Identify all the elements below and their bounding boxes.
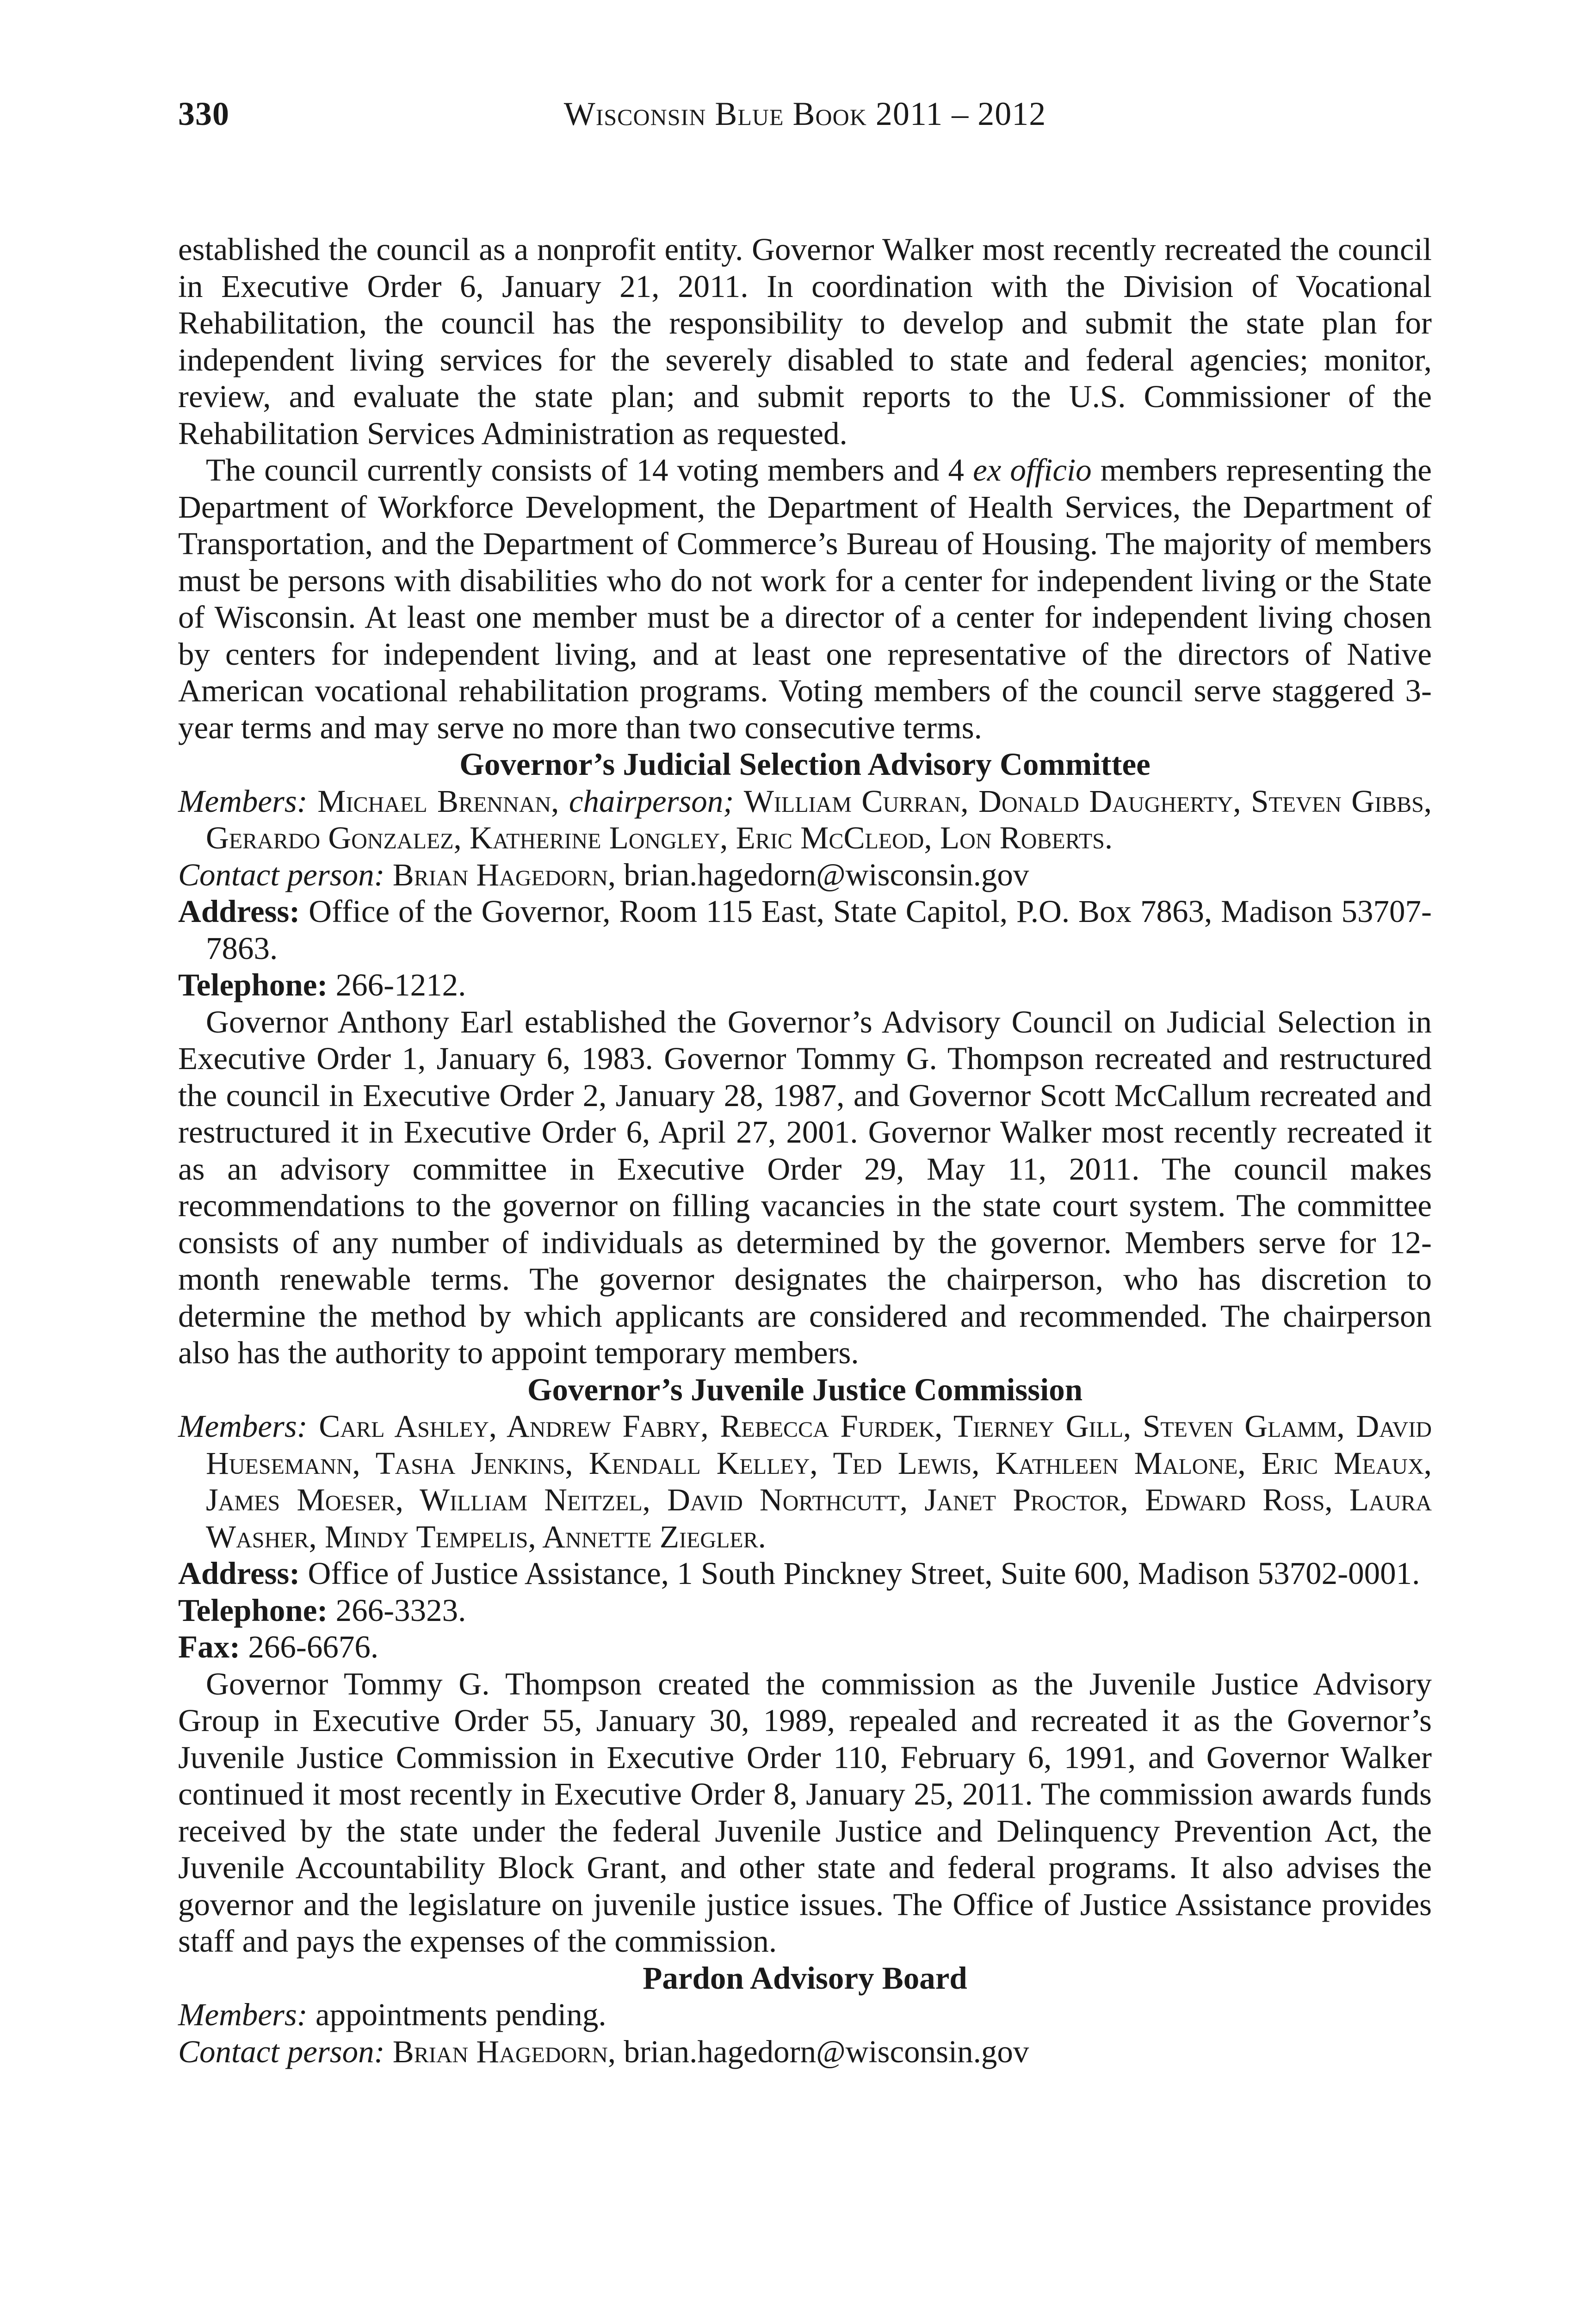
juvenile-description: Governor Tommy G. Thompson created the commission as the Juvenile Justice Advisory Group in Executive Order 55, January 30, 1989, repealed and recreated it as the Governor’s Juvenile Justice Commission in Executive Order 110, February 6, 1991, and Governor Walker continued it most recently in Executive Order 8, January 25, 2011. The commission awards funds received by the state under the federal Juvenile Justice and Delinquency Prevention Act, the Juvenile Accountability Block Grant, and other state and federal programs. It also advises the governor and the legislature on juvenile justice issues. The Office of Justice Assistance provides staff and pays the expenses of the commission. [178, 1666, 1432, 1959]
pardon-contact [178, 2034, 1432, 2071]
pardon-members [178, 1997, 1432, 2034]
pardon-members-value: appointments pending. [315, 1997, 606, 2032]
pardon-contact-label: Contact person: [178, 2034, 385, 2069]
juvenile-telephone [178, 1592, 1432, 1629]
juvenile-address [178, 1555, 1432, 1592]
section-title-judicial: Governor’s Judicial Selection Advisory Committee [459, 747, 1151, 782]
juvenile-fax-value: 266-6676. [248, 1629, 379, 1664]
judicial-contact-label: Contact person: [178, 857, 385, 892]
judicial-members-list: William Curran, Donald Daugherty, Steven Gibbs, Gerardo Gonzalez, Katherine Longley, Eric McCleod, Lon Roberts. [206, 783, 1432, 855]
juvenile-address-label: Address: [178, 1556, 300, 1591]
intro-p2-text-b: members representing the Department of Workforce Development, the Department of Health Services, the Department of Transportation, and the Department of Commerce’s Bureau of Housing. The majority of members must be persons with disabilities who do not work for a center for independent living or the State of Wisconsin. At least one member must be a director of a center for independent living chosen by centers for independent living, and at least one representative of the directors of Native American vocational rehabilitation programs. Voting members of the council serve staggered 3-year terms and may serve no more than two consecutive terms. [178, 452, 1432, 745]
judicial-chair-sep: , [551, 783, 569, 819]
judicial-telephone [178, 967, 1432, 1004]
intro-p2-text-a: The council currently consists of 14 voting members and 4 [206, 452, 973, 488]
page-number: 330 [178, 95, 229, 132]
judicial-contact-name: Brian Hagedorn [392, 857, 608, 892]
intro-p2-italic: ex officio [973, 452, 1092, 488]
page-header [178, 95, 1432, 136]
judicial-contact [178, 857, 1432, 894]
juvenile-telephone-label: Telephone: [178, 1592, 328, 1628]
judicial-chair-role: chairperson; [569, 783, 734, 819]
pardon-contact-email[interactable]: , brian.hagedorn@wisconsin.gov [607, 2034, 1029, 2069]
juvenile-members [178, 1408, 1432, 1555]
section-title-pardon: Pardon Advisory Board [643, 1960, 967, 1996]
juvenile-members-list: Carl Ashley, Andrew Fabry, Rebecca Furdek, Tierney Gill, Steven Glamm, David Huesemann, Tasha Jenkins, Kendall Kelley, Ted Lewis, Kathleen Malone, Eric Meaux, James Moeser, William Neitzel, David Northcutt, Janet Proctor, Edward Ross, Laura Washer, Mindy Tempelis, Annette Ziegler. [206, 1409, 1432, 1554]
intro-paragraph-1: established the council as a nonprofit entity. Governor Walker most recently recreated the council in Executive Order 6, January 21, 2011. In coordination with the Division of Vocational Rehabilitation, the council has the responsibility to develop and submit the state plan for independent living services for the severely disabled to state and federal agencies; monitor, review, and evaluate the state plan; and submit reports to the U.S. Commissioner of the Rehabilitation Services Administration as requested. [178, 232, 1432, 451]
juvenile-members-label: Members: [178, 1409, 308, 1444]
juvenile-fax-label: Fax: [178, 1629, 241, 1664]
running-title: Wisconsin Blue Book 2011 – 2012 [563, 95, 1046, 132]
judicial-members-label: Members: [178, 783, 308, 819]
judicial-members [178, 783, 1432, 857]
juvenile-telephone-value: 266-3323. [335, 1592, 466, 1628]
pardon-contact-name: Brian Hagedorn [392, 2034, 608, 2069]
juvenile-address-value: Office of Justice Assistance, 1 South Pinckney Street, Suite 600, Madison 53702-0001. [308, 1556, 1420, 1591]
judicial-address-value: Office of the Governor, Room 115 East, State Capitol, P.O. Box 7863, Madison 53707-7863. [206, 894, 1432, 966]
pardon-members-label: Members: [178, 1997, 308, 2032]
judicial-telephone-label: Telephone: [178, 967, 328, 1002]
judicial-address [178, 893, 1432, 967]
judicial-chair-name: Michael Brennan [317, 783, 551, 819]
judicial-address-label: Address: [178, 894, 300, 929]
judicial-contact-email[interactable]: , brian.hagedorn@wisconsin.gov [607, 857, 1029, 892]
section-title-juvenile: Governor’s Juvenile Justice Commission [527, 1372, 1083, 1407]
judicial-telephone-value: 266-1212. [335, 967, 466, 1002]
judicial-description: Governor Anthony Earl established the Governor’s Advisory Council on Judicial Selection in Executive Order 1, January 6, 1983. Governor Tommy G. Thompson recreated and restructured the council in Executive Order 2, January 28, 1987, and Governor Scott McCallum recreated and restructured it in Executive Order 6, April 27, 2001. Governor Walker most recently recreated it as an advisory committee in Executive Order 29, May 11, 2011. The council makes recommendations to the governor on filling vacancies in the state court system. The committee consists of any number of individuals as determined by the governor. Members serve for 12-month renewable terms. The governor designates the chairperson, who has discretion to determine the method by which applicants are considered and recommended. The chairperson also has the authority to appoint temporary members. [178, 1004, 1432, 1370]
juvenile-fax [178, 1629, 1432, 1666]
page-content [178, 231, 1432, 2070]
intro-paragraph-2 [178, 452, 1432, 746]
